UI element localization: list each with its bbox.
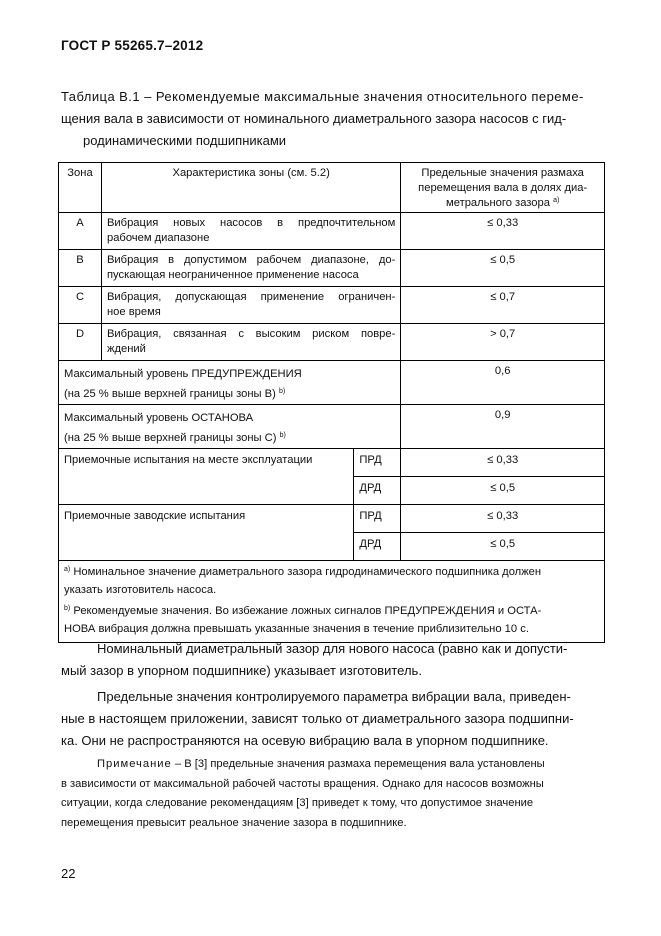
zone-characteristic-line: Вибрация, связанная с высоким риском повре-: [106, 328, 396, 340]
footnote-mark: b): [279, 432, 286, 439]
table-row-factory-test-prd: [59, 505, 605, 533]
zone-characteristic: [101, 250, 400, 287]
paragraph-clearance: [61, 638, 601, 682]
prd-label: ПРД: [354, 505, 401, 533]
zone-characteristic: [101, 213, 400, 250]
header-limit-line: Предельные значения размаха: [421, 167, 584, 179]
stop-label: [59, 405, 401, 449]
header-limit: [401, 163, 605, 213]
footnote-mark: а): [64, 566, 71, 573]
header-limit-line: перемещения вала в долях диа-: [418, 182, 588, 194]
stop-value: 0,9: [401, 405, 605, 449]
note-line-1: [61, 755, 601, 775]
zone-characteristic-line: пускающая неограниченное применение насоса: [106, 269, 359, 281]
paragraph-limits: [61, 686, 601, 752]
table-row-stop: [59, 405, 605, 449]
paragraph-line: Номинальный диаметральный зазор для нового насоса (равно как и допусти-: [97, 641, 568, 656]
prd-value: ≤ 0,33: [401, 449, 605, 477]
note-text: перемещения превысит реальное значение зазора в подшипнике.: [61, 816, 407, 829]
drd-value: ≤ 0,5: [401, 477, 605, 505]
drd-value: ≤ 0,5: [401, 533, 605, 561]
zone-characteristic-line: Вибрация в допустимом рабочем диапазоне, до-: [106, 254, 396, 266]
caption-line: родинамическими подшипниками: [83, 133, 287, 148]
paragraph-line: Предельные значения контролируемого параметра вибрации вала, приведен-: [97, 689, 571, 704]
vibration-limits-table: [58, 162, 605, 643]
footnote-text: Рекомендуемые значения. Во избежание ложных сигналов ПРЕДУПРЕЖДЕНИЯ и ОСТА-: [73, 605, 542, 617]
table-row-zone-a: [59, 213, 605, 250]
caption-line: Таблица В.1 – Рекомендуемые максимальные значения относительного переме-: [61, 89, 584, 104]
footnote-b: [64, 603, 599, 621]
footnote-mark: а): [553, 197, 560, 204]
document-header: ГОСТ Р 55265.7–2012: [61, 38, 204, 53]
table-row-zone-c: [59, 287, 605, 324]
header-limit-line-text: метрального зазора: [446, 197, 550, 209]
header-characteristic: [101, 163, 400, 213]
footnote-mark: b): [278, 388, 286, 395]
factory-test-label: Приемочные заводские испытания: [59, 505, 354, 561]
header-limit-line-3: [406, 196, 599, 211]
zone-characteristic-line: рабочем диапазоне: [106, 232, 210, 244]
zone-cell: D: [59, 324, 102, 361]
warning-label: [59, 361, 401, 405]
paragraph-line: ные в настоящем приложении, зависят только от диаметрального зазора подшипни-: [61, 711, 574, 726]
stop-line-text: (на 25 % выше верхней границы зоны С): [64, 432, 277, 444]
note-text: – В [3] предельные значения размаха перемещения вала установлены: [171, 758, 545, 770]
stop-line-2: [64, 428, 395, 448]
zone-characteristic-line: ждений: [106, 343, 146, 355]
zone-value: ≤ 0,33: [401, 213, 605, 250]
table-footnotes: [59, 561, 605, 643]
zone-cell: А: [59, 213, 102, 250]
site-test-label: Приемочные испытания на месте эксплуатации: [59, 449, 354, 505]
stop-line: Максимальный уровень ОСТАНОВА: [64, 412, 254, 424]
zone-value: > 0,7: [401, 324, 605, 361]
zone-cell: В: [59, 250, 102, 287]
table-caption: [61, 86, 601, 152]
table-row-zone-d: [59, 324, 605, 361]
drd-label: ДРД: [354, 477, 401, 505]
zone-characteristic: [101, 287, 400, 324]
table-row-site-test-prd: [59, 449, 605, 477]
warning-line: Максимальный уровень ПРЕДУПРЕЖДЕНИЯ: [64, 368, 302, 380]
zone-characteristic-line: Вибрация новых насосов в предпочтительном: [106, 217, 396, 229]
table-header-row: [59, 163, 605, 213]
drd-label: ДРД: [354, 533, 401, 561]
paragraph-line: мый зазор в упорном подшипнике) указывает изготовитель.: [61, 663, 422, 678]
footnote-a: [64, 564, 599, 582]
prd-value: ≤ 0,33: [401, 505, 605, 533]
caption-line: щения вала в зависимости от номинального диаметрального зазора насосов с гид-: [61, 111, 567, 126]
note-label: Примечание: [97, 758, 172, 770]
table-footnotes-row: [59, 561, 605, 643]
header-zone: [59, 163, 102, 213]
header-zone-text: Зона: [67, 167, 93, 179]
warning-line-2: [64, 384, 395, 404]
zone-cell: С: [59, 287, 102, 324]
warning-line-text: (на 25 % выше верхней границы зоны В): [64, 388, 276, 400]
header-characteristic-text: Характеристика зоны (см. 5.2): [172, 167, 330, 179]
page-number: 22: [61, 866, 76, 881]
prd-label: ПРД: [354, 449, 401, 477]
zone-characteristic-line: ное время: [106, 306, 161, 318]
note-text: в зависимости от максимальной рабочей частоты вращения. Однако для насосов возможны: [61, 777, 544, 790]
zone-characteristic: [101, 324, 400, 361]
zone-characteristic-line: Вибрация, допускающая применение ограничен-: [106, 291, 396, 303]
footnote-text: Номинальное значение диаметрального зазора гидродинамического подшипника должен: [73, 566, 542, 578]
note-text: ситуации, когда следование рекомендациям [3] приведет к тому, что допустимое значение: [61, 797, 534, 809]
note-block: [61, 755, 601, 833]
footnote-text: указать изготовитель насоса.: [64, 583, 217, 596]
table-row-zone-b: [59, 250, 605, 287]
warning-value: 0,6: [401, 361, 605, 405]
zone-value: ≤ 0,5: [401, 250, 605, 287]
zone-value: ≤ 0,7: [401, 287, 605, 324]
footnote-mark: b): [64, 605, 71, 612]
paragraph-line: ка. Они не распространяются на осевую вибрацию вала в упорном подшипнике.: [61, 733, 549, 748]
table-row-warning: [59, 361, 605, 405]
footnote-text: НОВА вибрация должна превышать указанные значения в течение приблизительно 10 с.: [64, 622, 529, 635]
